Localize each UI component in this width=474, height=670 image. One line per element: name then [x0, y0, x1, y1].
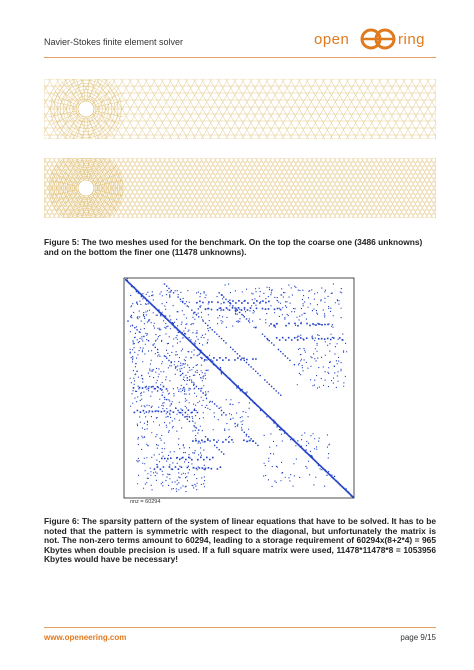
fine-mesh-figure: [44, 158, 436, 218]
header-title: Navier-Stokes finite element solver: [44, 37, 184, 47]
page-number: page 9/15: [400, 633, 436, 642]
header-rule: [44, 57, 436, 58]
figure-5-caption: Figure 5: The two meshes used for the benchmark. On the top the coarse one (3486 unknowns) and on the bottom the finer one (11478 unknowns).: [44, 237, 423, 257]
coarse-mesh-figure: [44, 79, 436, 139]
cylinder-hole: [78, 180, 94, 196]
footer-rule: [44, 627, 436, 628]
sparsity-plot: [120, 274, 360, 514]
openeering-logo: [314, 26, 438, 52]
figure-6-caption: Figure 6: The sparsity pattern of the system of linear equations that have to be solved. It has to be noted that the pattern is symmetric with respect to the diagonal, but unfortunately the matrix is not. The non-zero terms amount to 60294, leading to a storage requirement of 60294x(8+2*4) = 965 Kbytes when double precision is used. If a full square matrix were used, 11478*11478*8 = 1053956 Kbytes would have be necessary!: [44, 516, 436, 565]
nnz-label: nnz = 60294: [130, 499, 161, 505]
sparsity-pattern-figure: [120, 274, 360, 514]
cylinder-hole: [78, 101, 94, 117]
footer-url[interactable]: www.openeering.com: [44, 633, 127, 642]
logo-text-left: open: [314, 31, 350, 48]
logo-text-right: ring: [398, 31, 426, 48]
logo-ee-icon: [360, 27, 396, 51]
